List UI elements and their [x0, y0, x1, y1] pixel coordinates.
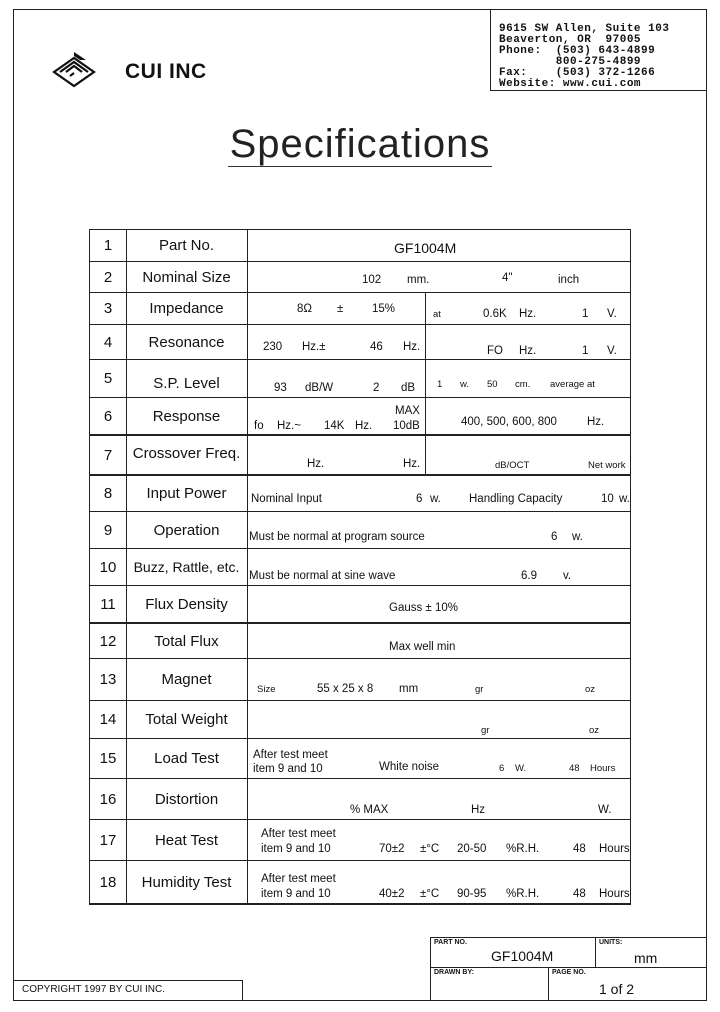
row-label: Flux Density [126, 586, 248, 622]
sp-level-cm: 50 [487, 379, 498, 390]
page-no-value: 1 of 2 [599, 981, 635, 997]
humidity-test-hours-unit: Hours [599, 888, 630, 900]
size-inch: 4" [502, 272, 513, 284]
address-line: Website: www.cui.com [499, 78, 642, 90]
heat-test-temp: 70±2 [379, 843, 405, 855]
part-no-caption: PART NO. [434, 939, 467, 946]
spec-row-crossover [89, 434, 631, 474]
row-label: Humidity Test [126, 861, 248, 903]
row-number: 1 [90, 230, 127, 261]
impedance-volt-unit: V. [607, 308, 617, 320]
weight-oz: oz [589, 725, 600, 736]
input-handling-value: 10 [601, 493, 614, 505]
humidity-test-temp-unit: ±°C [420, 888, 440, 900]
response-freqs: 400, 500, 600, 800 [461, 416, 557, 428]
title-block-drawn-by [430, 967, 549, 1001]
row-label: Total Weight [126, 701, 248, 738]
response-freqs-unit: Hz. [587, 416, 605, 428]
drawn-by-caption: DRAWN BY: [434, 969, 474, 976]
spec-row-impedance [89, 292, 631, 324]
spec-row-magnet [89, 658, 631, 700]
spec-row-operation [89, 511, 631, 548]
row-number: 12 [90, 624, 127, 658]
address-line: Fax: (503) 372-1266 [499, 67, 656, 79]
spec-row-total-weight [89, 700, 631, 738]
spec-row-resonance [89, 324, 631, 359]
spec-row-input-power [89, 474, 631, 511]
spec-row-load-test [89, 738, 631, 778]
response-max-value: 10dB [393, 420, 420, 432]
row-number: 17 [90, 820, 127, 860]
heat-test-line-2: item 9 and 10 [261, 843, 331, 855]
input-handling-unit: w. [619, 493, 630, 505]
spec-row-humidity-test [89, 860, 631, 905]
cui-logo-icon [50, 48, 120, 92]
buzz-text: Must be normal at sine wave [249, 570, 396, 582]
response-high: 14K [324, 420, 345, 432]
impedance-at: at [433, 309, 441, 320]
spec-row-part-no [89, 229, 631, 261]
impedance-freq-unit: Hz. [519, 308, 537, 320]
units-caption: UNITS: [599, 939, 623, 946]
spec-row-total-flux [89, 622, 631, 658]
company-address [490, 9, 707, 91]
resonance-freq: 230 [263, 341, 283, 353]
distortion-hz: Hz [471, 804, 486, 816]
crossover-db-oct: dB/OCT [495, 460, 530, 471]
crossover-hz-1: Hz. [307, 458, 325, 470]
row-number: 6 [90, 398, 127, 434]
load-test-line-2: item 9 and 10 [253, 763, 323, 775]
part-no-value: GF1004M [394, 240, 457, 256]
load-test-noise: White noise [379, 761, 440, 773]
row-number: 2 [90, 262, 127, 292]
buzz-unit: v. [563, 570, 572, 582]
input-nominal-unit: w. [430, 493, 441, 505]
company-logo [50, 48, 220, 92]
humidity-test-hours: 48 [573, 888, 586, 900]
resonance-volt: 1 [582, 345, 589, 357]
row-number: 3 [90, 293, 127, 324]
humidity-test-rh: 90-95 [457, 888, 487, 900]
distortion-watt: W. [598, 804, 612, 816]
load-test-watt: 6 [499, 763, 505, 774]
row-label: Crossover Freq. [126, 436, 248, 474]
resonance-volt-unit: V. [607, 345, 617, 357]
distortion-pct: % MAX [350, 804, 389, 816]
heat-test-line-1: After test meet [261, 828, 336, 840]
total-flux-value: Max well min [389, 641, 456, 653]
spec-row-sp-level [89, 359, 631, 397]
load-test-watt-unit: W. [515, 763, 527, 774]
sp-level-average: average at [550, 379, 595, 390]
magnet-size-label: Size [257, 684, 276, 695]
row-number: 16 [90, 779, 127, 819]
humidity-test-line-2: item 9 and 10 [261, 888, 331, 900]
heat-test-rh: 20-50 [457, 843, 487, 855]
resonance-f0-unit: Hz. [519, 345, 537, 357]
row-number: 7 [90, 436, 127, 474]
humidity-test-rh-unit: %R.H. [506, 888, 540, 900]
size-inch-unit: inch [558, 274, 580, 286]
row-label: Heat Test [126, 820, 248, 860]
row-label: Distortion [126, 779, 248, 819]
row-label: Part No. [126, 230, 248, 261]
heat-test-hours-unit: Hours [599, 843, 630, 855]
response-fo: fo [254, 420, 264, 432]
row-number: 15 [90, 739, 127, 778]
resonance-f0: FO [487, 345, 503, 357]
size-mm: 102 [362, 274, 382, 286]
response-max: MAX [395, 405, 420, 417]
crossover-hz-2: Hz. [403, 458, 421, 470]
row-label: Nominal Size [126, 262, 248, 292]
sp-level-cm-unit: cm. [515, 379, 531, 390]
resonance-tol-unit: Hz. [403, 341, 421, 353]
page-no-caption: PAGE NO. [552, 969, 586, 976]
units-value: mm [634, 950, 658, 966]
row-label: Magnet [126, 659, 248, 700]
resonance-freq-unit: Hz.± [302, 341, 326, 353]
address-line: Phone: (503) 643-4899 [499, 45, 656, 57]
spec-row-response [89, 397, 631, 434]
flux-density-value: Gauss ± 10% [389, 602, 458, 614]
buzz-value: 6.9 [521, 570, 537, 582]
row-number: 9 [90, 512, 127, 548]
operation-text: Must be normal at program source [249, 531, 425, 543]
crossover-network: Net work [588, 460, 626, 471]
humidity-test-line-1: After test meet [261, 873, 336, 885]
sp-level-tolerance: 2 [373, 382, 380, 394]
company-name: CUI INC [125, 60, 207, 83]
title-block-units [595, 937, 707, 968]
row-label: Total Flux [126, 624, 248, 658]
heat-test-rh-unit: %R.H. [506, 843, 540, 855]
row-number: 4 [90, 325, 127, 359]
row-number: 10 [90, 549, 127, 585]
spec-row-nominal-size [89, 261, 631, 292]
magnet-dims-unit: mm [399, 683, 419, 695]
impedance-freq: 0.6K [483, 308, 507, 320]
row-number: 11 [90, 586, 127, 622]
title-block-part-no [430, 937, 596, 968]
copyright-notice: COPYRIGHT 1997 BY CUI INC. [13, 980, 243, 1001]
response-high-unit: Hz. [355, 420, 373, 432]
heat-test-hours: 48 [573, 843, 586, 855]
sp-level-tol-unit: dB [401, 382, 416, 394]
row-label: Impedance [126, 293, 248, 324]
operation-unit: w. [572, 531, 583, 543]
spec-row-buzz-rattle [89, 548, 631, 585]
sp-level-db-unit: dB/W [305, 382, 334, 394]
part-no-value: GF1004M [491, 948, 554, 964]
row-label: Resonance [126, 325, 248, 359]
sp-level-watt: 1 [437, 379, 443, 390]
spec-row-distortion [89, 778, 631, 819]
row-number: 18 [90, 861, 127, 903]
sp-level-watt-unit: w. [460, 379, 469, 390]
spec-row-heat-test [89, 819, 631, 860]
impedance-ohm: 8Ω [297, 303, 312, 315]
load-test-hours-unit: Hours [590, 763, 616, 774]
input-nominal-label: Nominal Input [251, 493, 322, 505]
load-test-line-1: After test meet [253, 749, 328, 761]
input-handling-label: Handling Capacity [469, 493, 563, 505]
address-line: 800-275-4899 [499, 56, 642, 68]
response-fo-unit: Hz.~ [277, 420, 301, 432]
row-value [247, 230, 630, 261]
row-number: 8 [90, 476, 127, 511]
impedance-volt: 1 [582, 308, 589, 320]
sp-level-db: 93 [274, 382, 287, 394]
title-block-page-no [548, 967, 707, 1001]
row-label: Buzz, Rattle, etc. [126, 549, 248, 585]
magnet-oz: oz [585, 684, 596, 695]
row-label: Response [126, 398, 248, 434]
address-line: 9615 SW Allen, Suite 103 [499, 23, 670, 35]
input-nominal-value: 6 [416, 493, 423, 505]
impedance-pm: ± [337, 303, 344, 315]
row-label: Input Power [126, 476, 248, 511]
magnet-dims: 55 x 25 x 8 [317, 683, 374, 695]
weight-gr: gr [481, 725, 490, 736]
row-label: Operation [126, 512, 248, 548]
size-mm-unit: mm. [407, 274, 430, 286]
row-number: 14 [90, 701, 127, 738]
magnet-gr: gr [475, 684, 484, 695]
resonance-tolerance: 46 [370, 341, 383, 353]
page-title: Specifications [229, 122, 491, 166]
row-number: 13 [90, 659, 127, 700]
operation-value: 6 [551, 531, 558, 543]
row-label: Load Test [126, 739, 248, 778]
address-line: Beaverton, OR 97005 [499, 34, 642, 46]
row-label: S.P. Level [126, 360, 248, 397]
humidity-test-temp: 40±2 [379, 888, 405, 900]
row-number: 5 [90, 360, 127, 397]
heat-test-temp-unit: ±°C [420, 843, 440, 855]
spec-row-flux-density [89, 585, 631, 622]
load-test-hours: 48 [569, 763, 580, 774]
impedance-tolerance: 15% [372, 303, 396, 315]
